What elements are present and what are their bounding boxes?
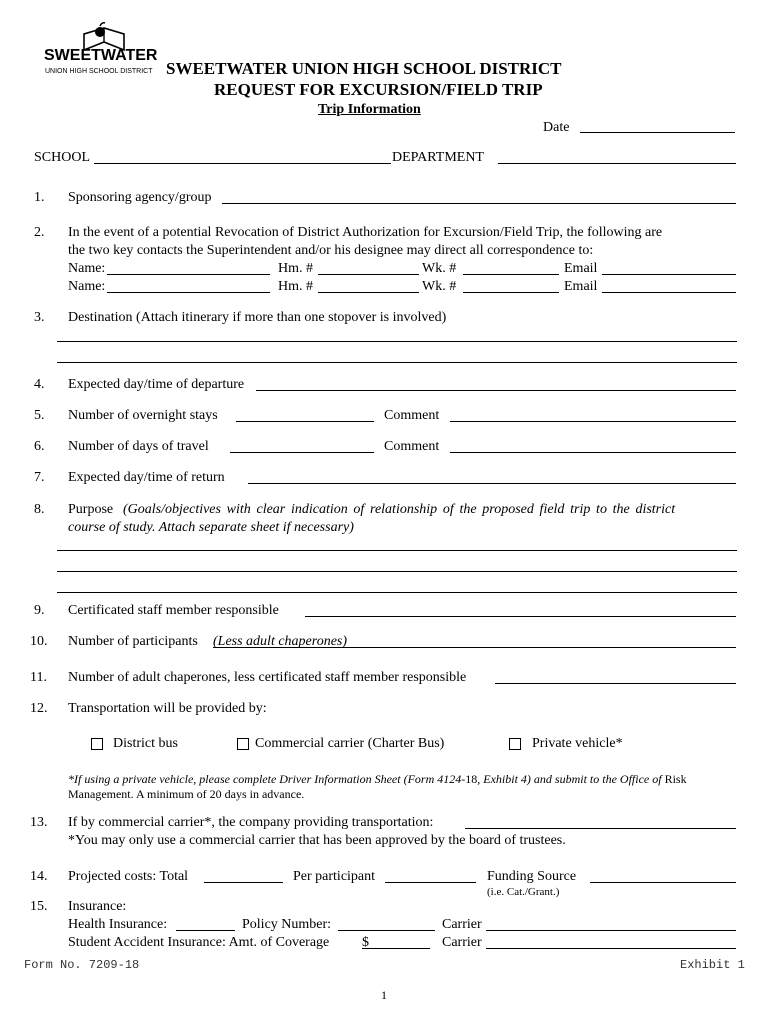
contact2-email-field[interactable]: [602, 292, 736, 293]
contact2-email-label: Email: [564, 279, 598, 294]
exhibit-label: Exhibit 1: [680, 958, 745, 972]
date-label: Date: [543, 120, 570, 135]
days-travel-field[interactable]: [230, 452, 374, 453]
logo-wordmark: SWEETWATER: [44, 47, 158, 64]
staff-responsible-field[interactable]: [305, 616, 736, 617]
commercial-company-field[interactable]: [465, 828, 736, 829]
health-insurance-field[interactable]: [176, 930, 235, 931]
purpose-label: Purpose: [68, 502, 114, 517]
district-title: SWEETWATER UNION HIGH SCHOOL DISTRICT: [166, 59, 562, 78]
form-title: REQUEST FOR EXCURSION/FIELD TRIP: [214, 80, 543, 99]
destination-field-2[interactable]: [57, 362, 737, 363]
health-insurance-label: Health Insurance:: [68, 917, 168, 932]
student-insurance-label: Student Accident Insurance: Amt. of Coverage: [68, 935, 330, 950]
purpose-field-3[interactable]: [57, 592, 737, 593]
date-field[interactable]: [580, 132, 735, 133]
item-number: 15.: [30, 899, 48, 914]
note-part-a: *If using a private vehicle, please complete Driver Information Sheet (Form 4124-: [68, 772, 466, 786]
commercial-carrier-checkbox[interactable]: [237, 738, 249, 750]
contact1-hm-field[interactable]: [318, 274, 419, 275]
departure-field[interactable]: [256, 390, 736, 391]
overnight-stays-field[interactable]: [236, 421, 374, 422]
dollar-sign: $: [362, 935, 369, 950]
private-vehicle-checkbox[interactable]: [509, 738, 521, 750]
health-carrier-field[interactable]: [486, 930, 736, 931]
funding-source-label: Funding Source: [487, 869, 577, 884]
contact1-hm-label: Hm. #: [278, 261, 313, 276]
staff-responsible-label: Certificated staff member responsible: [68, 603, 279, 618]
item-number: 9.: [34, 603, 45, 618]
note-part-d: Risk: [664, 772, 687, 786]
item-number: 2.: [34, 225, 45, 240]
days-travel-label: Number of days of travel: [68, 439, 209, 454]
item-number: 12.: [30, 701, 48, 716]
total-cost-label: Projected costs: Total: [68, 869, 189, 884]
item-number: 11.: [30, 670, 47, 685]
private-vehicle-label: Private vehicle*: [532, 736, 623, 751]
item-number: 5.: [34, 408, 45, 423]
contacts-text-line1: In the event of a potential Revocation of District Authorization for Excursion/Field Trip, the following are: [68, 225, 663, 240]
contact1-wk-field[interactable]: [463, 274, 559, 275]
district-bus-label: District bus: [113, 736, 178, 751]
item-number: 6.: [34, 439, 45, 454]
private-vehicle-note-line2: Management. A minimum of 20 days in advance.: [68, 787, 305, 801]
contact2-hm-field[interactable]: [318, 292, 419, 293]
item-number: 1.: [34, 190, 45, 205]
school-field[interactable]: [94, 163, 391, 164]
district-logo: [44, 20, 158, 78]
overnight-stays-label: Number of overnight stays: [68, 408, 218, 423]
return-label: Expected day/time of return: [68, 470, 225, 485]
department-field[interactable]: [498, 163, 736, 164]
contact2-name-label: Name:: [68, 279, 106, 294]
contact1-email-label: Email: [564, 261, 598, 276]
health-carrier-label: Carrier: [442, 917, 482, 932]
student-carrier-field[interactable]: [486, 948, 736, 949]
participants-note: (Less adult chaperones): [213, 634, 348, 649]
travel-comment-label: Comment: [384, 439, 440, 454]
purpose-field-2[interactable]: [57, 571, 737, 572]
participants-label: Number of participants: [68, 634, 198, 649]
section-title: Trip Information: [318, 102, 421, 117]
item-number: 13.: [30, 815, 48, 830]
item-number: 3.: [34, 310, 45, 325]
contact2-hm-label: Hm. #: [278, 279, 313, 294]
coverage-amount-field[interactable]: [362, 948, 430, 949]
destination-field-1[interactable]: [57, 341, 737, 342]
page-number: 1: [381, 988, 387, 1002]
policy-number-field[interactable]: [338, 930, 435, 931]
item-number: 8.: [34, 502, 45, 517]
funding-source-hint: (i.e. Cat./Grant.): [487, 886, 560, 898]
item-number: 14.: [30, 869, 48, 884]
chaperones-field[interactable]: [495, 683, 736, 684]
chaperones-label: Number of adult chaperones, less certificated staff member responsible: [68, 670, 467, 685]
departure-label: Expected day/time of departure: [68, 377, 245, 392]
funding-source-field[interactable]: [590, 882, 736, 883]
destination-label: Destination (Attach itinerary if more than one stopover is involved): [68, 310, 447, 325]
contacts-text-line2: the two key contacts the Superintendent and/or his designee may direct all correspondence to:: [68, 243, 594, 258]
commercial-carrier-label: Commercial carrier (Charter Bus): [255, 736, 445, 751]
district-bus-checkbox[interactable]: [91, 738, 103, 750]
contact2-wk-field[interactable]: [463, 292, 559, 293]
overnight-comment-field[interactable]: [450, 421, 736, 422]
participants-field[interactable]: [213, 647, 736, 648]
private-vehicle-note-line1: [68, 771, 687, 787]
contact1-email-field[interactable]: [602, 274, 736, 275]
item-number: 4.: [34, 377, 45, 392]
contact1-name-field[interactable]: [107, 274, 270, 275]
insurance-label: Insurance:: [68, 899, 127, 914]
contact1-name-label: Name:: [68, 261, 106, 276]
logo-subtitle: UNION HIGH SCHOOL DISTRICT: [45, 68, 153, 75]
purpose-field-1[interactable]: [57, 550, 737, 551]
policy-number-label: Policy Number:: [242, 917, 332, 932]
commercial-company-label: If by commercial carrier*, the company providing transportation:: [68, 815, 434, 830]
return-field[interactable]: [248, 483, 736, 484]
item-number: 7.: [34, 470, 45, 485]
contact2-wk-label: Wk. #: [422, 279, 457, 294]
total-cost-field[interactable]: [204, 882, 283, 883]
note-part-c: Exhibit 4) and submit to the Office of: [483, 772, 665, 786]
contact2-name-field[interactable]: [107, 292, 270, 293]
per-participant-field[interactable]: [385, 882, 476, 883]
contact1-wk-label: Wk. #: [422, 261, 457, 276]
sponsoring-agency-field[interactable]: [222, 203, 736, 204]
commercial-carrier-note: *You may only use a commercial carrier that has been approved by the board of trustees.: [68, 833, 566, 848]
department-label: DEPARTMENT: [392, 150, 484, 165]
note-part-b: 18,: [465, 772, 484, 786]
item-number: 10.: [30, 634, 48, 649]
transportation-label: Transportation will be provided by:: [68, 701, 267, 716]
form-number: Form No. 7209-18: [24, 958, 140, 972]
sponsoring-agency-label: Sponsoring agency/group: [68, 190, 212, 205]
school-label: SCHOOL: [34, 150, 91, 165]
student-carrier-label: Carrier: [442, 935, 482, 950]
overnight-comment-label: Comment: [384, 408, 440, 423]
purpose-instructions-1: (Goals/objectives with clear indication of relationship of the proposed field trip to the district: [123, 502, 676, 517]
travel-comment-field[interactable]: [450, 452, 736, 453]
per-participant-label: Per participant: [293, 869, 376, 884]
purpose-instructions-2: course of study. Attach separate sheet if necessary): [68, 520, 354, 535]
